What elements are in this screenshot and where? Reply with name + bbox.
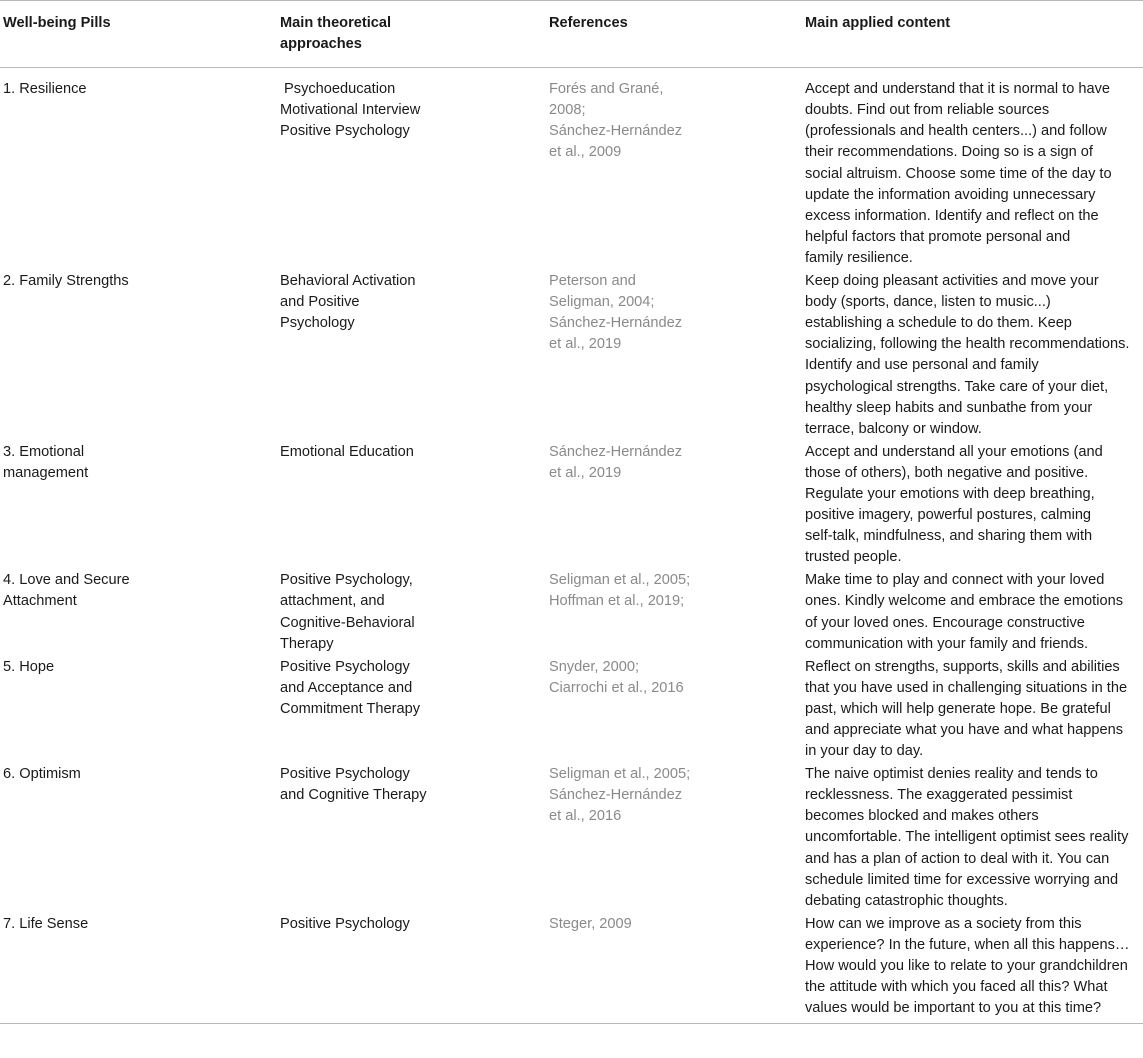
table-row	[0, 270, 1143, 441]
cell-text-line: social altruism. Choose some time of the day to	[805, 165, 1112, 182]
cell-well-being-pill	[0, 441, 277, 570]
cell-text-line: Reflect on strengths, supports, skills and abilities	[805, 658, 1120, 675]
cell-text-line: their recommendations. Doing so is a sign of	[805, 144, 1093, 161]
cell-theoretical-approaches	[277, 441, 546, 570]
cell-text-line: Therapy	[280, 635, 334, 652]
cell-text-line: Forés and Grané,	[549, 81, 664, 98]
cell-theoretical-approaches	[277, 270, 546, 441]
cell-text-line: Ciarrochi et al., 2016	[549, 679, 684, 696]
cell-well-being-pill	[0, 763, 277, 913]
cell-text-line: Seligman, 2004;	[549, 294, 655, 311]
cell-text-line: past, which will help generate hope. Be grateful	[805, 700, 1111, 717]
cell-applied-content	[802, 569, 1143, 655]
cell-text-line: recklessness. The exaggerated pessimist	[805, 787, 1073, 804]
cell-text-line: establishing a schedule to do them. Keep	[805, 315, 1072, 332]
cell-applied-content	[802, 68, 1143, 270]
cell-text-line: the attitude with which you faced all this? What	[805, 979, 1108, 996]
cell-text-line: 6. Optimism	[3, 766, 81, 783]
cell-theoretical-approaches	[277, 763, 546, 913]
cell-text-line: experience? In the future, when all this happens…	[805, 936, 1130, 953]
cell-text-line: Identify and use personal and family	[805, 357, 1039, 374]
cell-references	[546, 913, 802, 1024]
cell-text-line: of your loved ones. Encourage constructive	[805, 614, 1085, 631]
cell-text-line: and Cognitive Therapy	[280, 787, 427, 804]
cell-text-line: Accept and understand that it is normal to have	[805, 81, 1111, 98]
table-row	[0, 441, 1143, 570]
table-row	[0, 569, 1143, 655]
cell-text-line: Hoffman et al., 2019;	[549, 593, 685, 610]
cell-theoretical-approaches	[277, 68, 546, 270]
cell-text-line: Peterson and	[549, 273, 636, 290]
cell-text-line: that you have used in challenging situations in the	[805, 679, 1128, 696]
cell-well-being-pill	[0, 270, 277, 441]
cell-text-line: Keep doing pleasant activities and move your	[805, 273, 1099, 290]
header-row	[0, 1, 1143, 68]
cell-text-line: et al., 2016	[549, 808, 622, 825]
table-row	[0, 913, 1143, 1024]
cell-text-line: Accept and understand all your emotions (and	[805, 443, 1103, 460]
cell-applied-content	[802, 913, 1143, 1024]
cell-text-line: debating catastrophic thoughts.	[805, 892, 1008, 909]
cell-references	[546, 270, 802, 441]
cell-text-line: et al., 2009	[549, 144, 622, 161]
cell-text-line: Psychology	[280, 315, 355, 332]
cell-references	[546, 441, 802, 570]
cell-theoretical-approaches	[277, 569, 546, 655]
cell-text-line: Commitment Therapy	[280, 700, 421, 717]
cell-applied-content	[802, 763, 1143, 913]
cell-text-line: uncomfortable. The intelligent optimist sees reality	[805, 829, 1129, 846]
cell-text-line: healthy sleep habits and sunbathe from your	[805, 399, 1093, 416]
cell-text-line: psychological strengths. Take care of your diet,	[805, 378, 1109, 395]
cell-text-line: Make time to play and connect with your loved	[805, 572, 1105, 589]
cell-text-line: 3. Emotional	[3, 443, 85, 460]
cell-references	[546, 569, 802, 655]
cell-text-line: The naive optimist denies reality and tends to	[805, 766, 1098, 783]
cell-text-line: Motivational Interview	[280, 102, 421, 119]
cell-text-line: 2008;	[549, 102, 586, 119]
cell-text-line: Positive Psychology	[280, 658, 410, 675]
cell-text-line: Seligman et al., 2005;	[549, 572, 691, 589]
cell-text-line: excess information. Identify and reflect on the	[805, 207, 1099, 224]
cell-text-line: those of others), both negative and positive.	[805, 464, 1089, 481]
cell-text-line: Emotional Education	[280, 443, 414, 460]
cell-references	[546, 68, 802, 270]
table-body	[0, 68, 1143, 1024]
cell-references	[546, 656, 802, 763]
cell-text-line: Snyder, 2000;	[549, 658, 640, 675]
cell-text-line: How can we improve as a society from this	[805, 915, 1082, 932]
cell-text-line: Sánchez-Hernández	[549, 443, 683, 460]
cell-theoretical-approaches	[277, 656, 546, 763]
cell-text-line: Psychoeducation	[280, 81, 396, 98]
cell-text-line: positive imagery, powerful postures, calming	[805, 507, 1092, 524]
cell-text-line: communication with your family and friends.	[805, 635, 1089, 652]
cell-text-line: and appreciate what you have and what happens	[805, 722, 1124, 738]
cell-text-line: Sánchez-Hernández	[549, 787, 683, 804]
header-well-being-pills: Well-being Pills	[3, 15, 111, 31]
cell-text-line: Positive Psychology	[280, 766, 410, 783]
cell-applied-content	[802, 441, 1143, 570]
cell-text-line: and has a plan of action to deal with it. You can	[805, 850, 1110, 867]
cell-text-line: Attachment	[3, 593, 77, 610]
cell-text-line: Positive Psychology	[280, 915, 410, 932]
cell-text-line: 1. Resilience	[3, 81, 87, 98]
cell-text-line: in your day to day.	[805, 743, 924, 760]
cell-text-line: Behavioral Activation	[280, 273, 416, 290]
header-references: References	[549, 15, 628, 31]
cell-well-being-pill	[0, 569, 277, 655]
cell-text-line: family resilience.	[805, 249, 913, 266]
header-main-applied-content: Main applied content	[805, 15, 951, 31]
cell-applied-content	[802, 656, 1143, 763]
cell-text-line: et al., 2019	[549, 336, 622, 353]
cell-text-line: Sánchez-Hernández	[549, 123, 683, 140]
cell-text-line: attachment, and	[280, 593, 385, 610]
cell-text-line: body (sports, dance, listen to music...)	[805, 294, 1051, 311]
cell-text-line: becomes blocked and makes others	[805, 808, 1039, 825]
header-main-theoretical-approaches: Main theoretical approaches	[280, 15, 392, 53]
cell-text-line: 4. Love and Secure	[3, 572, 130, 589]
cell-text-line: How would you like to relate to your grandchildren	[805, 958, 1128, 975]
table-row	[0, 68, 1143, 270]
cell-text-line: Positive Psychology,	[280, 572, 413, 589]
cell-text-line: self-talk, mindfulness, and sharing them with	[805, 528, 1093, 545]
cell-well-being-pill	[0, 913, 277, 1024]
cell-text-line: values would be important to you at this time?	[805, 1000, 1102, 1017]
cell-text-line: 5. Hope	[3, 658, 55, 675]
cell-applied-content	[802, 270, 1143, 441]
cell-text-line: doubts. Find out from reliable sources	[805, 102, 1050, 119]
cell-text-line: terrace, balcony or window.	[805, 420, 982, 437]
cell-well-being-pill	[0, 68, 277, 270]
cell-text-line: socializing, following the health recommendations.	[805, 336, 1130, 353]
cell-text-line: trusted people.	[805, 549, 902, 566]
cell-references	[546, 763, 802, 913]
cell-text-line: (professionals and health centers...) and follow	[805, 123, 1107, 140]
cell-text-line: Sánchez-Hernández	[549, 315, 683, 332]
cell-text-line: Cognitive-Behavioral	[280, 614, 415, 631]
table-header	[0, 1, 1143, 68]
cell-text-line: Regulate your emotions with deep breathing,	[805, 485, 1095, 502]
cell-text-line: 2. Family Strengths	[3, 273, 129, 290]
cell-well-being-pill	[0, 656, 277, 763]
cell-text-line: ones. Kindly welcome and embrace the emotions	[805, 593, 1123, 610]
cell-text-line: Seligman et al., 2005;	[549, 766, 691, 783]
cell-theoretical-approaches	[277, 913, 546, 1024]
cell-text-line: and Positive	[280, 294, 360, 311]
table-row	[0, 656, 1143, 763]
cell-text-line: Positive Psychology	[280, 123, 410, 140]
cell-text-line: 7. Life Sense	[3, 915, 89, 932]
cell-text-line: helpful factors that promote personal and	[805, 228, 1071, 245]
table-row	[0, 763, 1143, 913]
cell-text-line: and Acceptance and	[280, 679, 413, 696]
cell-text-line: et al., 2019	[549, 464, 622, 481]
cell-text-line: update the information avoiding unnecessary	[805, 186, 1096, 203]
cell-text-line: management	[3, 464, 89, 481]
cell-text-line: schedule limited time for excessive worrying and	[805, 871, 1119, 888]
cell-text-line: Steger, 2009	[549, 915, 632, 932]
